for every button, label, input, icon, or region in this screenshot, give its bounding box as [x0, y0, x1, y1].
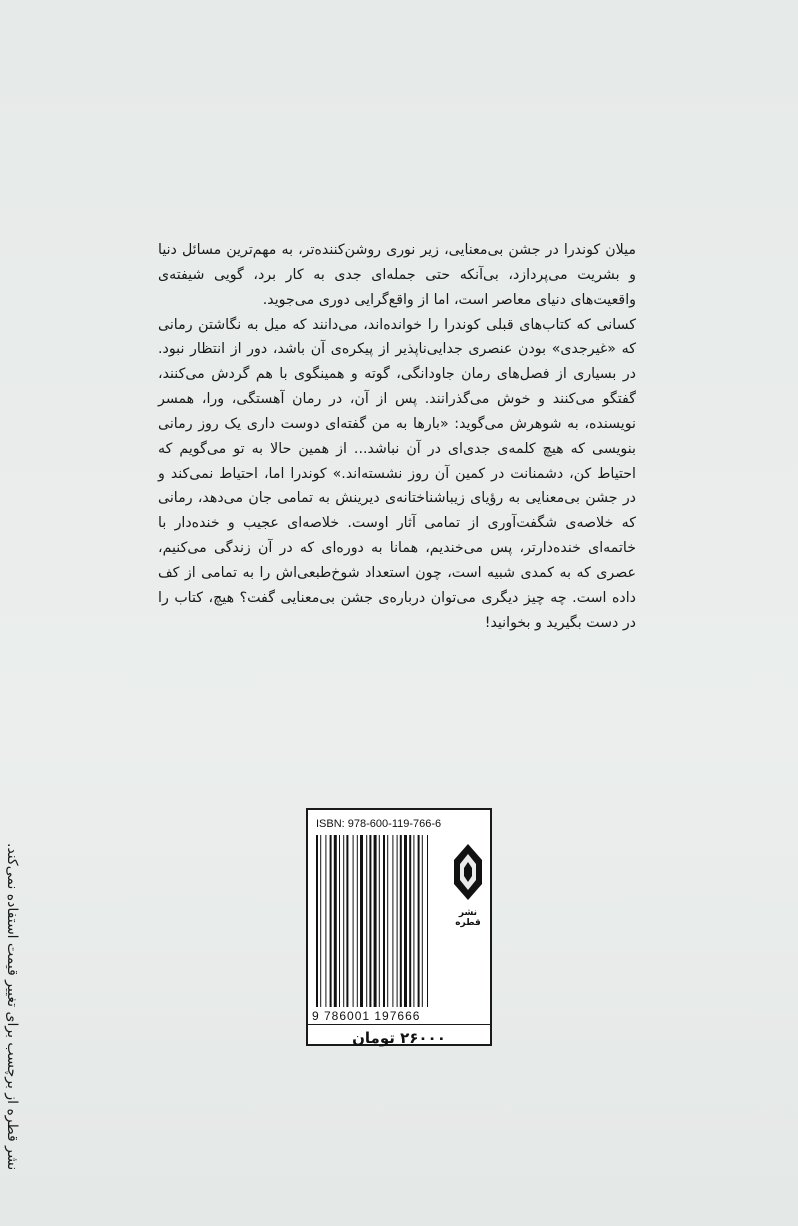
barcode-bar [397, 835, 398, 1007]
barcode-bars [316, 835, 448, 1007]
barcode-bar [387, 835, 388, 1007]
barcode-bar [383, 835, 385, 1007]
barcode-bar [379, 835, 380, 1007]
price-label: ۲۶۰۰۰ تومان [352, 1029, 446, 1047]
barcode-bar [366, 835, 367, 1007]
barcode-digits: 9 786001 197666 [312, 1009, 421, 1023]
barcode-bar [325, 835, 326, 1007]
barcode-bar [339, 835, 340, 1007]
barcode-bar [409, 835, 411, 1007]
barcode-bar [392, 835, 393, 1007]
barcode-bar [357, 835, 358, 1007]
blurb-text [158, 238, 636, 636]
isbn-label: ISBN: 978-600-119-766-6 [316, 818, 442, 830]
barcode-bar [320, 835, 321, 1007]
barcode-bar [346, 835, 348, 1007]
barcode-bar [422, 835, 423, 1007]
barcode-bar [413, 835, 414, 1007]
blurb-paragraph-1: میلان کوندرا در جشن بی‌معنایی، زیر نوری روشن‌کننده‌تر، به مهم‌ترین مسائل دنیا و بشریت می‌پردازد، بی‌آنکه حتی جمله‌ای جدی به کار برد، گویی شیفته‌ی واقعیت‌های دنیای معاصر است، اما از واقع‌گرایی دوری می‌جوید. [158, 242, 636, 308]
price-divider [308, 1024, 490, 1025]
barcode-bar [316, 835, 318, 1007]
barcode-bar [374, 835, 377, 1007]
price-sticker-notice: نشر قطره از برچسب برای تغییر قیمت استفاده نمی‌کند. [4, 842, 20, 1170]
barcode-bar [427, 835, 428, 1007]
barcode-bar [400, 835, 402, 1007]
barcode-bar [353, 835, 354, 1007]
barcode-bar [330, 835, 332, 1007]
publisher-logo-icon [448, 838, 488, 908]
barcode-bar [369, 835, 371, 1007]
barcode-bar [360, 835, 363, 1007]
barcode-bar [334, 835, 337, 1007]
barcode-bar [404, 835, 407, 1007]
barcode-bar [343, 835, 344, 1007]
publisher-name: نشر قطره [455, 908, 481, 928]
barcode-bar [418, 835, 420, 1007]
blurb-paragraph-2: کسانی که کتاب‌های قبلی کوندرا را خوانده‌اند، می‌دانند که میل به نگاشتن رمانی که «غیرجدی» بودن عنصری جدایی‌ناپذیر از پیکره‌ی آن باشد، دور از انتظار نبود. در بسیاری از فصل‌های رمان جاودانگی، گوته و همینگوی با هم گردش می‌کنند، گفتگو می‌کنند و خوش می‌گذرانند. پس از آن، در رمان آهستگی، ورا، همسر نویسنده، به شوهرش می‌گوید: «بارها به من گفته‌ای دوست داری یک روز رمانی بنویسی که هیچ کلمه‌ی جدی‌ای در آن نباشد... از همین حالا به تو می‌گویم که احتیاط کن، دشمنانت در کمین آن روز نشسته‌اند.» کوندرا اما، احتیاط نمی‌کند و در جشن بی‌معنایی به رؤیای زیباشناختانه‌ی دیرینش به تمامی جان می‌دهد، رمانی که خلاصه‌ی شگفت‌آوری از تمامی آثار اوست. خلاصه‌ای عجیب و خنده‌دار با خاتمه‌ای خنده‌دارتر، پس می‌خندیم، همانا به دوره‌ای که در آن زندگی می‌کنیم، عصری که به کمدی شبیه است، چون استعداد شوخ‌طبعی‌اش را به تمامی از کف داده است. چه چیز دیگری می‌توان درباره‌ی جشن بی‌معنایی گفت؟ هیچ، کتاب را در دست بگیرید و بخوانید! [158, 316, 636, 631]
